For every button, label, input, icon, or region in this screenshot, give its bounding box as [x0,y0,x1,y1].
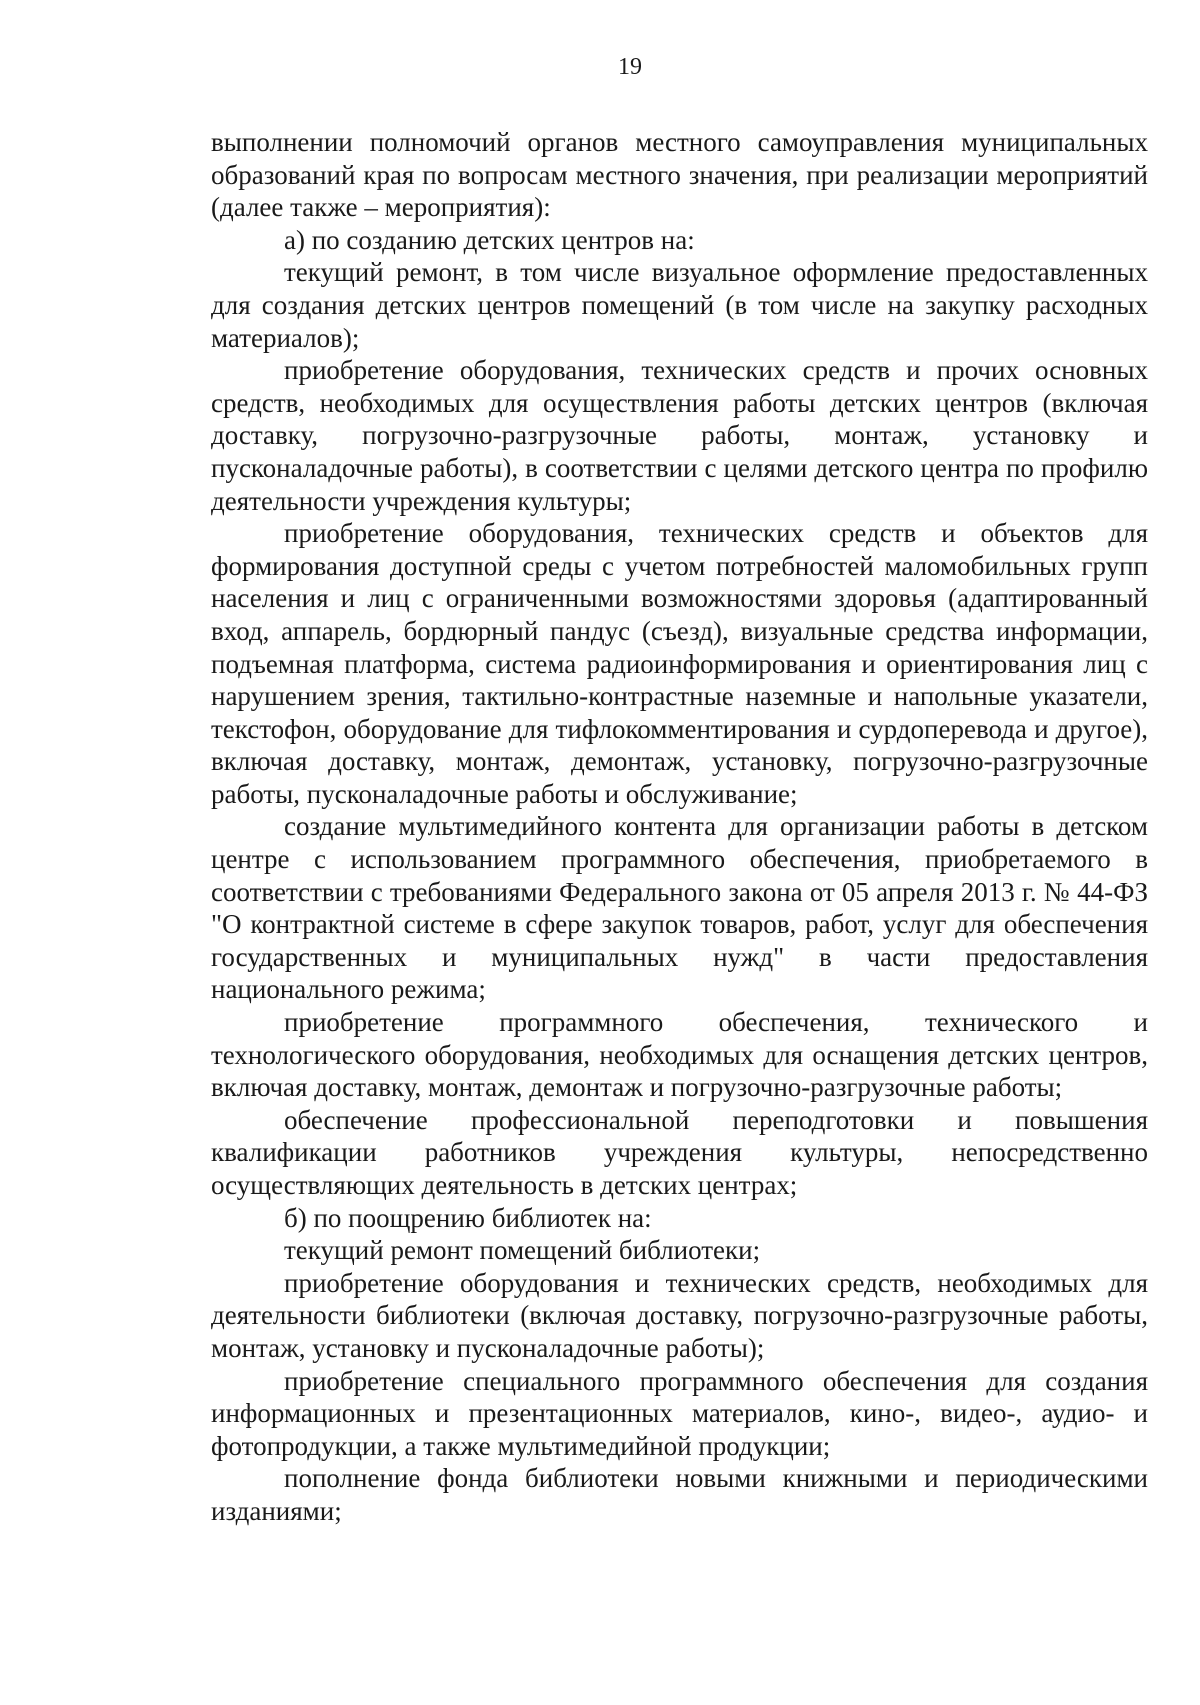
paragraph-section-a-heading: а) по созданию детских центров на: [284,224,695,255]
paragraph-intro-continuation: выполнении полномочий органов местного самоуправления муниципальных образований края по вопросам местного значения, при реализации мероприятий (далее также – мероприятия): [211,127,1148,223]
paragraph-multimedia-content: создание мультимедийного контента для организации работы в детском центре с использованием программного обеспечения, приобретаемого в соответствии с требованиями Федерального закона от 05 апреля 2013 г. № 44-ФЗ "О контрактной системе в сфере закупок товаров, работ, услуг для обеспечения государственных и муниципальных нужд" в части предоставления национального режима; [211,811,1148,1005]
paragraph-library-repair: текущий ремонт помещений библиотеки; [284,1235,761,1266]
paragraph-library-equipment: приобретение оборудования и технических средств, необходимых для деятельности библиотеки (включая доставку, погрузочно-разгрузочные работы, монтаж, установку и пусконаладочные работы); [211,1267,1148,1363]
paragraph-equipment-acquisition: приобретение оборудования, технических средств и прочих основных средств, необходимых для осуществления работы детских центров (включая доставку, погрузочно-разгрузочные работы, монтаж, установку и пусконаладочные работы), в соответствии с целями детского центра по профилю деятельности учреждения культуры; [211,355,1148,516]
paragraph-professional-training: обеспечение профессиональной переподготовки и повышения квалификации работников учреждения культуры, непосредственно осуществляющих деятельность в детских центрах; [211,1104,1148,1200]
paragraph-current-repair: текущий ремонт, в том числе визуальное оформление предоставленных для создания детских центров помещений (в том числе на закупку расходных материалов); [211,257,1148,353]
paragraph-library-fund: пополнение фонда библиотеки новыми книжными и периодическими изданиями; [211,1463,1148,1526]
page-number: 19 [618,54,642,80]
paragraph-accessible-environment: приобретение оборудования, технических средств и объектов для формирования доступной среды с учетом потребностей маломобильных групп населения и лиц с ограниченными возможностями здоровья (адаптированный вход, аппарель, бордюрный пандус (съезд), визуальные средства информации, подъемная платформа, система радиоинформирования и ориентирования лиц с нарушением зрения, тактильно-контрастные наземные и напольные указатели, текстофон, оборудование для тифлокомментирования и сурдоперевода и другое), включая доставку, монтаж, демонтаж, установку, погрузочно-разгрузочные работы, пусконаладочные работы и обслуживание; [211,518,1148,809]
paragraph-section-b-heading: б) по поощрению библиотек на: [284,1202,652,1233]
paragraph-library-software: приобретение специального программного обеспечения для создания информационных и презентационных материалов, кино-, видео-, аудио- и фотопродукции, а также мультимедийной продукции; [211,1365,1148,1461]
paragraph-software-acquisition: приобретение программного обеспечения, технического и технологического оборудования, необходимых для оснащения детских центров, включая доставку, монтаж, демонтаж и погрузочно-разгрузочные работы; [211,1007,1148,1103]
document-body [211,126,1148,1528]
